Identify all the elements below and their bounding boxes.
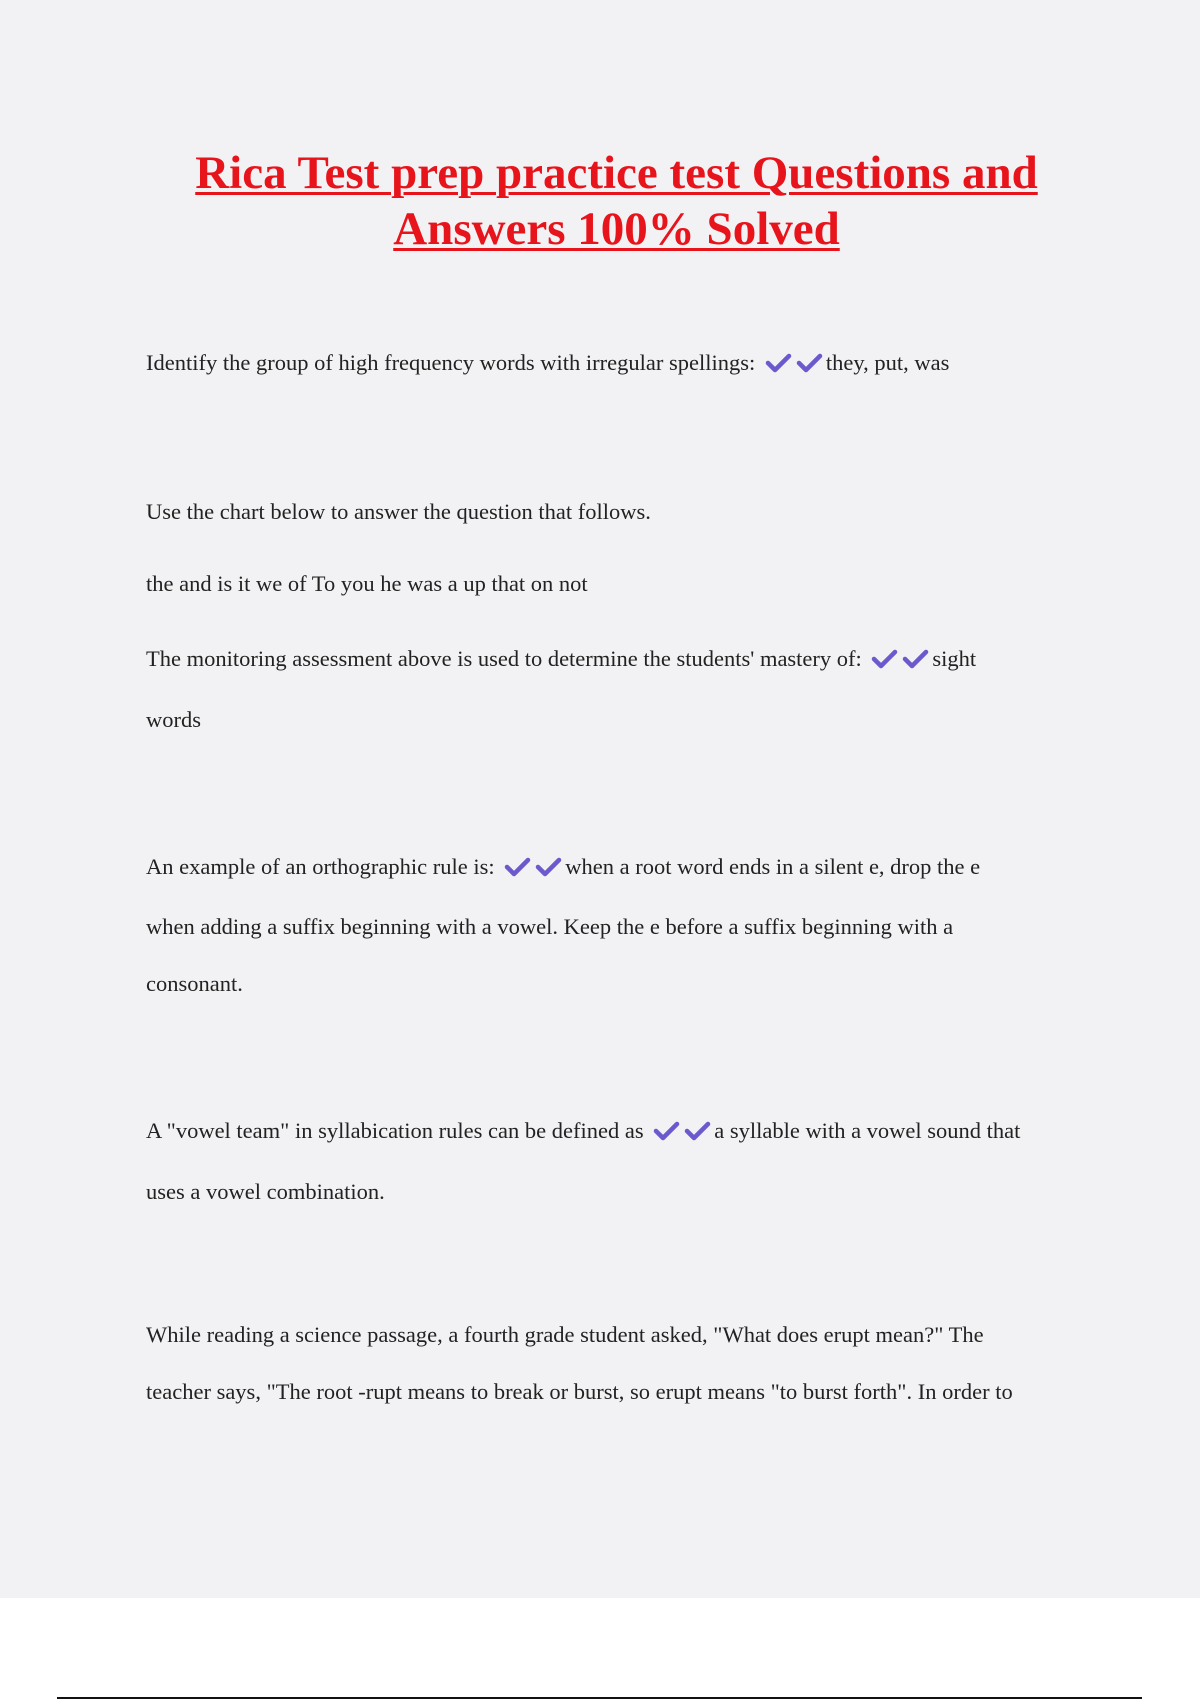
qa-2-line-1 (146, 645, 976, 673)
answer-checkmarks (500, 853, 562, 881)
qa-4-line-1 (146, 1117, 1020, 1145)
qa-4-answer: a syllable with a vowel sound that (714, 1118, 1021, 1143)
check-icon (871, 648, 898, 670)
qa-5-line-1: While reading a science passage, a fourth grade student asked, "What does erupt mean?" The (146, 1322, 984, 1347)
qa-3-line-3: consonant. (146, 971, 243, 996)
qa-2-line-2: words (146, 707, 201, 732)
qa-3-answer: when a root word ends in a silent e, drop the e (565, 854, 981, 879)
qa-2-answer: sight (932, 646, 977, 671)
qa-1-line-1 (146, 349, 949, 377)
qa-3-line-1 (146, 853, 980, 881)
answer-checkmarks (761, 349, 823, 377)
check-icon (765, 352, 792, 374)
qa-5-line-2: teacher says, "The root -rupt means to break or burst, so erupt means "to burst forth". In order to (146, 1379, 1013, 1404)
check-icon (535, 856, 562, 878)
footer-divider (57, 1697, 1142, 1699)
qa-4-line-2: uses a vowel combination. (146, 1179, 385, 1204)
check-icon (684, 1120, 711, 1142)
answer-checkmarks (867, 645, 929, 673)
qa-3-line-2: when adding a suffix beginning with a vowel. Keep the e before a suffix beginning with a (146, 914, 954, 939)
qa-4-question: A "vowel team" in syllabication rules can be defined as (146, 1118, 644, 1143)
qa-1-question: Identify the group of high frequency words with irregular spellings: (146, 350, 756, 375)
check-icon (653, 1120, 680, 1142)
title-line-2: Answers 100% Solved (393, 203, 840, 255)
qa-2-intro-1: Use the chart below to answer the question that follows. (146, 499, 651, 524)
qa-1-answer: they, put, was (825, 350, 950, 375)
check-icon (796, 352, 823, 374)
check-icon (504, 856, 531, 878)
qa-3-question: An example of an orthographic rule is: (146, 854, 495, 879)
answer-checkmarks (649, 1117, 711, 1145)
check-icon (902, 648, 929, 670)
document-title (150, 145, 1083, 257)
qa-2-intro-2: the and is it we of To you he was a up that on not (146, 571, 588, 596)
qa-2-question: The monitoring assessment above is used to determine the students' mastery of: (146, 646, 862, 671)
title-line-1: Rica Test prep practice test Questions and (195, 147, 1038, 199)
